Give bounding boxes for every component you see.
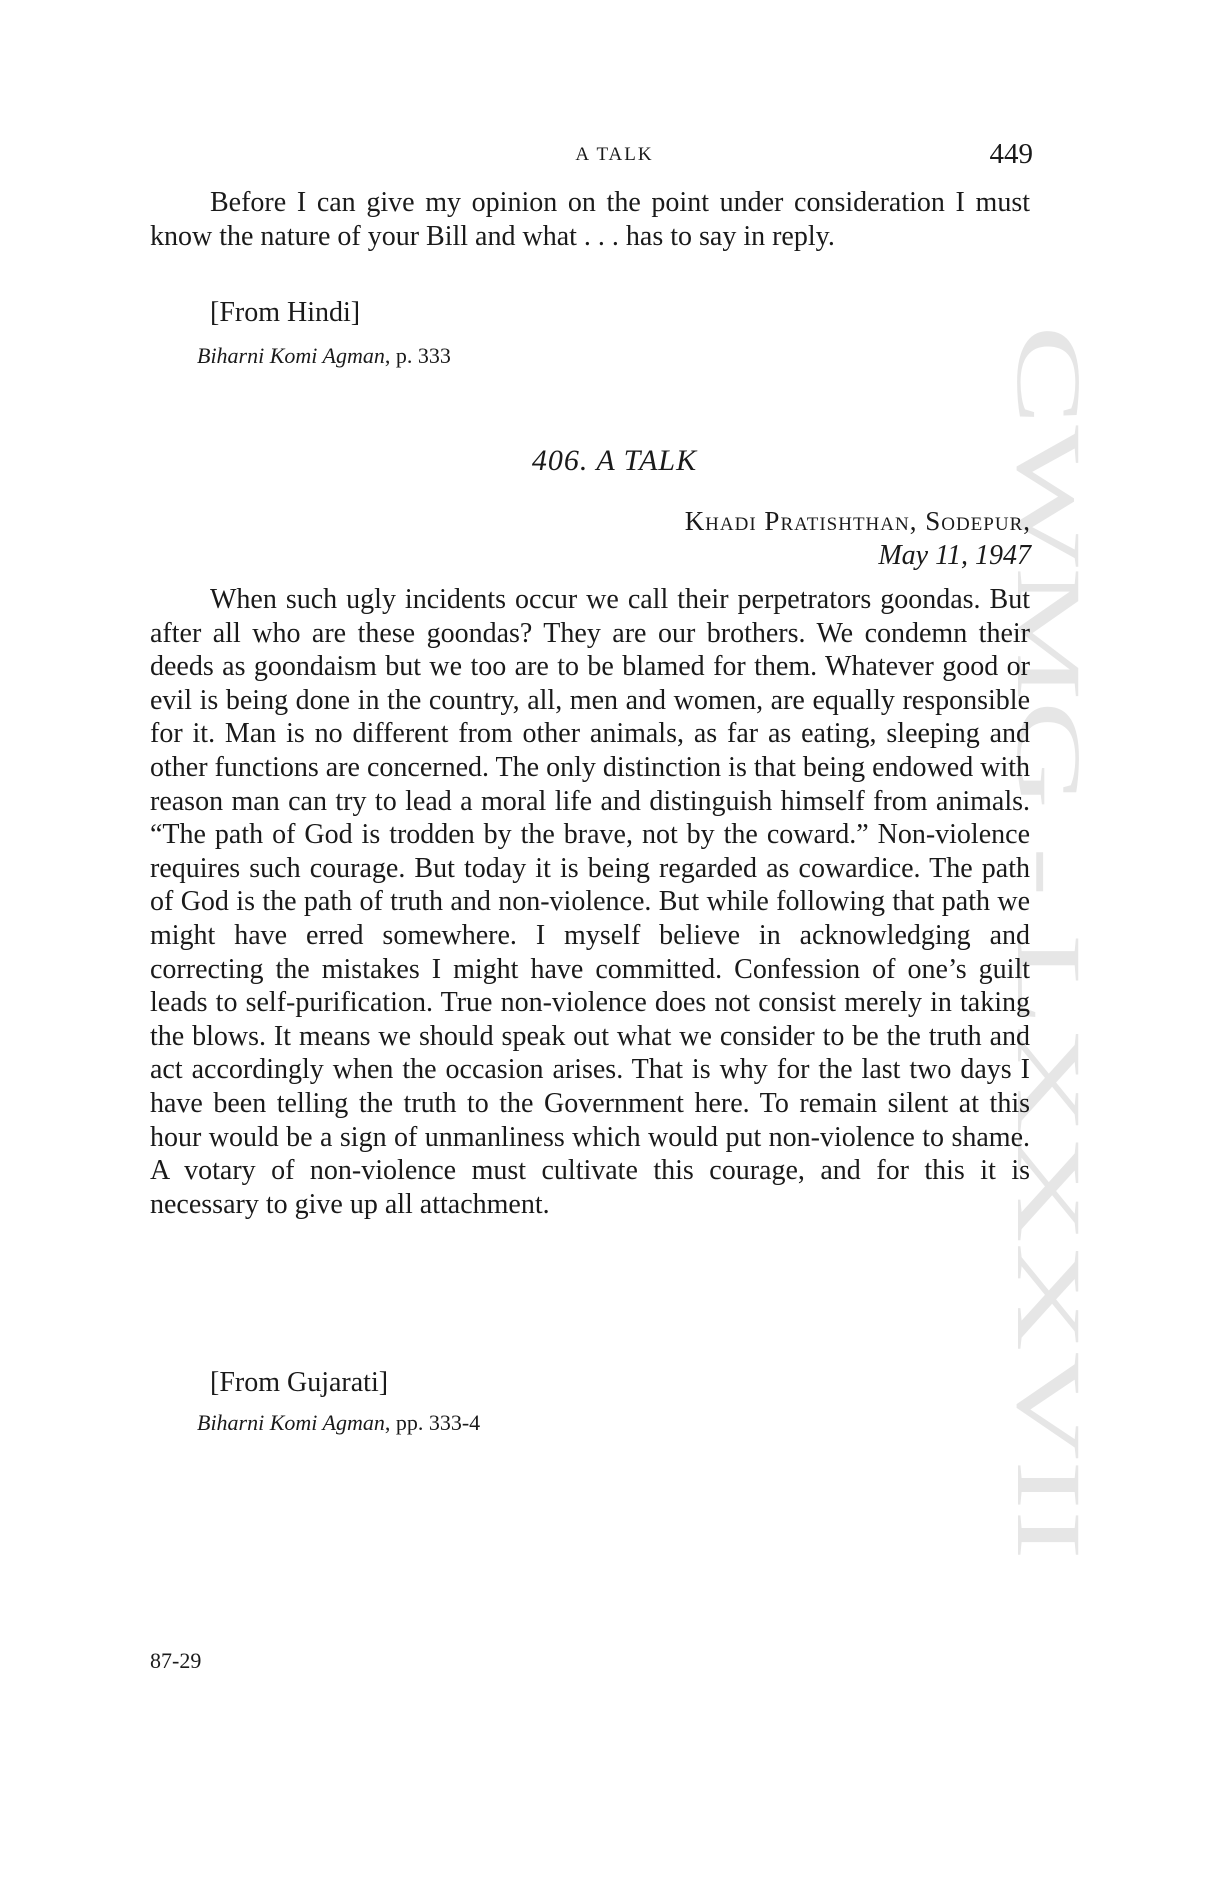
article-source: [From Gujarati] [210, 1367, 389, 1398]
intro-citation [197, 343, 451, 369]
article-heading: 406. A TALK [531, 444, 698, 477]
running-head [0, 138, 1229, 174]
page-number: 449 [989, 138, 1033, 170]
article-citation-page: , pp. 333-4 [384, 1410, 481, 1435]
footer-code: 87-29 [150, 1648, 202, 1673]
watermark-text: CWMG - LXXXVII [998, 325, 1100, 1082]
article-body: When such ugly incidents occur we call their perpetrators goondas. But after all who are these goondas? They are our brothers. We condemn their deeds as goondaism but we too are to be blamed for them. Whatever good or evil is being done in the country, all, men and women, are equally responsible for it. Man is no different from other animals, as far as eating, sleeping and other functions are concerned. The only distinction is that being endowed with reason man can try to lead a moral life and distinguish himself from animals. “The path of God is trodden by the brave, not by the coward.” Non-violence requires such courage. But today it is being regarded as cowardice. The path of God is the path of truth and non-violence. But while following that path we might have erred somewhere. I myself believe in acknowledging and correcting the mistakes I might have committed. Confession of one’s guilt leads to self-purification. True non-violence does not consist merely in taking the blows. It means we should speak out what we consider to be the truth and act accordingly when the occasion arises. That is why for the last two days I have been telling the truth to the Government here. To remain silent at this hour would be a sign of unmanliness which would put non-violence to shame. A votary of non-violence must cultivate this courage, and for this it is necessary to give up all attachment. [150, 584, 1030, 1220]
intro-citation-page: , p. 333 [384, 343, 451, 368]
intro-citation-title: Biharni Komi Agman [197, 343, 385, 368]
article-date: May 11, 1947 [878, 540, 1031, 571]
article-place: Khadi Pratishthan, Sodepur, [684, 506, 1031, 536]
article-citation-title: Biharni Komi Agman [197, 1410, 385, 1435]
running-title: A TALK [575, 144, 654, 165]
article-citation [197, 1410, 480, 1436]
intro-source: [From Hindi] [210, 297, 361, 328]
intro-paragraph: Before I can give my opinion on the point under consideration I must know the nature of your Bill and what . . . has to say in reply. [150, 187, 1030, 252]
